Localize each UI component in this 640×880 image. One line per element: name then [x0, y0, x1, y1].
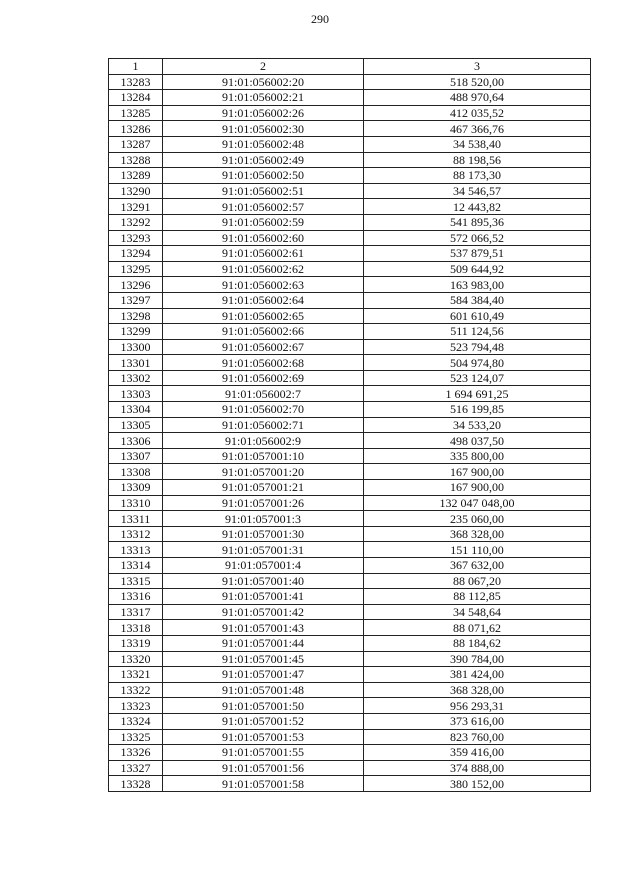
table-row	[109, 776, 591, 792]
cadastral-number-cell: 91:01:057001:10	[163, 448, 364, 464]
cadastral-value-cell: 151 110,00	[364, 542, 591, 558]
cadastral-number-cell: 91:01:057001:50	[163, 698, 364, 714]
cadastral-value-cell: 823 760,00	[364, 729, 591, 745]
cadastral-value-cell: 956 293,31	[364, 698, 591, 714]
table-row	[109, 199, 591, 215]
table-row	[109, 402, 591, 418]
table-row	[109, 713, 591, 729]
cadastral-value-cell: 34 538,40	[364, 136, 591, 152]
cadastral-number-cell: 91:01:056002:59	[163, 214, 364, 230]
cadastral-number-cell: 91:01:057001:42	[163, 604, 364, 620]
cadastral-value-cell: 1 694 691,25	[364, 386, 591, 402]
table-row	[109, 635, 591, 651]
table-row	[109, 667, 591, 683]
row-number-cell: 13292	[109, 214, 163, 230]
table-row	[109, 90, 591, 106]
cadastral-value-cell: 368 328,00	[364, 526, 591, 542]
row-number-cell: 13305	[109, 417, 163, 433]
cadastral-number-cell: 91:01:056002:51	[163, 183, 364, 199]
cadastral-number-cell: 91:01:057001:41	[163, 589, 364, 605]
cadastral-value-cell: 373 616,00	[364, 713, 591, 729]
cadastral-number-cell: 91:01:056002:60	[163, 230, 364, 246]
cadastral-value-cell: 167 900,00	[364, 480, 591, 496]
cadastral-number-cell: 91:01:057001:43	[163, 620, 364, 636]
row-number-cell: 13315	[109, 573, 163, 589]
table-row	[109, 620, 591, 636]
table-body	[109, 74, 591, 791]
row-number-cell: 13290	[109, 183, 163, 199]
cadastral-number-cell: 91:01:056002:21	[163, 90, 364, 106]
cadastral-number-cell: 91:01:056002:68	[163, 355, 364, 371]
cadastral-number-cell: 91:01:056002:9	[163, 433, 364, 449]
cadastral-value-cell: 498 037,50	[364, 433, 591, 449]
cadastral-value-cell: 88 112,85	[364, 589, 591, 605]
row-number-cell: 13320	[109, 651, 163, 667]
cadastral-number-cell: 91:01:057001:31	[163, 542, 364, 558]
cadastral-number-cell: 91:01:056002:64	[163, 292, 364, 308]
cadastral-value-cell: 412 035,52	[364, 105, 591, 121]
table-row	[109, 448, 591, 464]
row-number-cell: 13296	[109, 277, 163, 293]
header-row	[109, 59, 591, 75]
cadastral-number-cell: 91:01:056002:57	[163, 199, 364, 215]
table-row	[109, 495, 591, 511]
row-number-cell: 13291	[109, 199, 163, 215]
cadastral-number-cell: 91:01:056002:48	[163, 136, 364, 152]
cadastral-number-cell: 91:01:057001:58	[163, 776, 364, 792]
cadastral-value-cell: 380 152,00	[364, 776, 591, 792]
cadastral-number-cell: 91:01:056002:63	[163, 277, 364, 293]
cadastral-value-cell: 34 533,20	[364, 417, 591, 433]
table-row	[109, 292, 591, 308]
table-header	[109, 59, 591, 75]
table-row	[109, 74, 591, 90]
table-row	[109, 136, 591, 152]
cadastral-value-cell: 601 610,49	[364, 308, 591, 324]
table-row	[109, 214, 591, 230]
cadastral-value-cell: 511 124,56	[364, 324, 591, 340]
cadastral-number-cell: 91:01:057001:30	[163, 526, 364, 542]
row-number-cell: 13326	[109, 745, 163, 761]
cadastral-number-cell: 91:01:057001:45	[163, 651, 364, 667]
cadastral-number-cell: 91:01:056002:20	[163, 74, 364, 90]
row-number-cell: 13289	[109, 168, 163, 184]
row-number-cell: 13293	[109, 230, 163, 246]
row-number-cell: 13327	[109, 760, 163, 776]
table-row	[109, 745, 591, 761]
row-number-cell: 13295	[109, 261, 163, 277]
row-number-cell: 13313	[109, 542, 163, 558]
row-number-cell: 13288	[109, 152, 163, 168]
row-number-cell: 13283	[109, 74, 163, 90]
cadastral-value-cell: 537 879,51	[364, 246, 591, 262]
cadastral-value-cell: 167 900,00	[364, 464, 591, 480]
cadastral-value-cell: 518 520,00	[364, 74, 591, 90]
row-number-cell: 13314	[109, 558, 163, 574]
cadastral-number-cell: 91:01:056002:67	[163, 339, 364, 355]
table-row	[109, 604, 591, 620]
column-header-3: 3	[364, 59, 591, 75]
row-number-cell: 13311	[109, 511, 163, 527]
cadastral-value-cell: 374 888,00	[364, 760, 591, 776]
cadastral-value-cell: 163 983,00	[364, 277, 591, 293]
table-row	[109, 760, 591, 776]
cadastral-number-cell: 91:01:056002:61	[163, 246, 364, 262]
table-row	[109, 121, 591, 137]
table-row	[109, 183, 591, 199]
row-number-cell: 13321	[109, 667, 163, 683]
cadastral-number-cell: 91:01:056002:66	[163, 324, 364, 340]
cadastral-number-cell: 91:01:057001:44	[163, 635, 364, 651]
cadastral-number-cell: 91:01:056002:30	[163, 121, 364, 137]
row-number-cell: 13328	[109, 776, 163, 792]
cadastral-value-cell: 12 443,82	[364, 199, 591, 215]
row-number-cell: 13317	[109, 604, 163, 620]
table-row	[109, 261, 591, 277]
table-row	[109, 308, 591, 324]
cadastral-value-cell: 88 173,30	[364, 168, 591, 184]
cadastral-number-cell: 91:01:056002:62	[163, 261, 364, 277]
table-row	[109, 168, 591, 184]
cadastral-value-cell: 34 546,57	[364, 183, 591, 199]
table-row	[109, 277, 591, 293]
table-row	[109, 682, 591, 698]
table-row	[109, 152, 591, 168]
table-row	[109, 417, 591, 433]
cadastral-value-cell: 34 548,64	[364, 604, 591, 620]
row-number-cell: 13312	[109, 526, 163, 542]
table-row	[109, 558, 591, 574]
cadastral-value-cell: 381 424,00	[364, 667, 591, 683]
cadastral-value-cell: 335 800,00	[364, 448, 591, 464]
row-number-cell: 13300	[109, 339, 163, 355]
row-number-cell: 13318	[109, 620, 163, 636]
row-number-cell: 13294	[109, 246, 163, 262]
table-row	[109, 464, 591, 480]
cadastral-value-cell: 88 198,56	[364, 152, 591, 168]
row-number-cell: 13307	[109, 448, 163, 464]
cadastral-value-cell: 488 970,64	[364, 90, 591, 106]
row-number-cell: 13304	[109, 402, 163, 418]
table-row	[109, 698, 591, 714]
cadastral-number-cell: 91:01:057001:26	[163, 495, 364, 511]
cadastral-number-cell: 91:01:057001:56	[163, 760, 364, 776]
table-row	[109, 230, 591, 246]
row-number-cell: 13285	[109, 105, 163, 121]
cadastral-value-cell: 367 632,00	[364, 558, 591, 574]
cadastral-value-cell: 359 416,00	[364, 745, 591, 761]
cadastral-number-cell: 91:01:057001:40	[163, 573, 364, 589]
table-row	[109, 480, 591, 496]
cadastral-number-cell: 91:01:057001:21	[163, 480, 364, 496]
table-row	[109, 324, 591, 340]
cadastral-value-cell: 88 071,62	[364, 620, 591, 636]
row-number-cell: 13302	[109, 370, 163, 386]
cadastral-value-cell: 523 794,48	[364, 339, 591, 355]
column-header-2: 2	[163, 59, 364, 75]
table-row	[109, 355, 591, 371]
table-row	[109, 542, 591, 558]
row-number-cell: 13286	[109, 121, 163, 137]
row-number-cell: 13325	[109, 729, 163, 745]
cadastral-value-cell: 584 384,40	[364, 292, 591, 308]
table-row	[109, 651, 591, 667]
cadastral-value-cell: 132 047 048,00	[364, 495, 591, 511]
row-number-cell: 13284	[109, 90, 163, 106]
cadastral-number-cell: 91:01:057001:3	[163, 511, 364, 527]
row-number-cell: 13309	[109, 480, 163, 496]
cadastral-value-cell: 509 644,92	[364, 261, 591, 277]
row-number-cell: 13303	[109, 386, 163, 402]
table-row	[109, 526, 591, 542]
row-number-cell: 13316	[109, 589, 163, 605]
cadastral-number-cell: 91:01:057001:48	[163, 682, 364, 698]
column-header-1: 1	[109, 59, 163, 75]
table-row	[109, 729, 591, 745]
table-row	[109, 386, 591, 402]
table-row	[109, 511, 591, 527]
cadastral-value-cell: 572 066,52	[364, 230, 591, 246]
cadastral-number-cell: 91:01:056002:71	[163, 417, 364, 433]
row-number-cell: 13298	[109, 308, 163, 324]
row-number-cell: 13323	[109, 698, 163, 714]
row-number-cell: 13319	[109, 635, 163, 651]
row-number-cell: 13287	[109, 136, 163, 152]
cadastral-number-cell: 91:01:056002:26	[163, 105, 364, 121]
row-number-cell: 13306	[109, 433, 163, 449]
cadastral-value-cell: 504 974,80	[364, 355, 591, 371]
table-row	[109, 589, 591, 605]
cadastral-number-cell: 91:01:056002:65	[163, 308, 364, 324]
cadastral-value-cell: 541 895,36	[364, 214, 591, 230]
cadastral-value-cell: 523 124,07	[364, 370, 591, 386]
cadastral-value-cell: 390 784,00	[364, 651, 591, 667]
cadastral-number-cell: 91:01:057001:53	[163, 729, 364, 745]
row-number-cell: 13324	[109, 713, 163, 729]
cadastral-number-cell: 91:01:057001:47	[163, 667, 364, 683]
cadastral-number-cell: 91:01:057001:4	[163, 558, 364, 574]
table-row	[109, 105, 591, 121]
cadastral-value-cell: 516 199,85	[364, 402, 591, 418]
cadastral-value-cell: 368 328,00	[364, 682, 591, 698]
table-row	[109, 573, 591, 589]
page-number: 290	[311, 12, 329, 26]
row-number-cell: 13308	[109, 464, 163, 480]
row-number-cell: 13310	[109, 495, 163, 511]
cadastral-number-cell: 91:01:057001:20	[163, 464, 364, 480]
table-row	[109, 370, 591, 386]
row-number-cell: 13301	[109, 355, 163, 371]
table-row	[109, 246, 591, 262]
row-number-cell: 13322	[109, 682, 163, 698]
table-row	[109, 339, 591, 355]
cadastral-value-table	[108, 58, 591, 792]
row-number-cell: 13299	[109, 324, 163, 340]
row-number-cell: 13297	[109, 292, 163, 308]
cadastral-number-cell: 91:01:057001:55	[163, 745, 364, 761]
cadastral-number-cell: 91:01:057001:52	[163, 713, 364, 729]
cadastral-value-cell: 88 184,62	[364, 635, 591, 651]
cadastral-number-cell: 91:01:056002:70	[163, 402, 364, 418]
cadastral-value-cell: 88 067,20	[364, 573, 591, 589]
cadastral-number-cell: 91:01:056002:69	[163, 370, 364, 386]
cadastral-value-cell: 467 366,76	[364, 121, 591, 137]
table-row	[109, 433, 591, 449]
cadastral-number-cell: 91:01:056002:7	[163, 386, 364, 402]
cadastral-number-cell: 91:01:056002:49	[163, 152, 364, 168]
cadastral-number-cell: 91:01:056002:50	[163, 168, 364, 184]
cadastral-value-cell: 235 060,00	[364, 511, 591, 527]
